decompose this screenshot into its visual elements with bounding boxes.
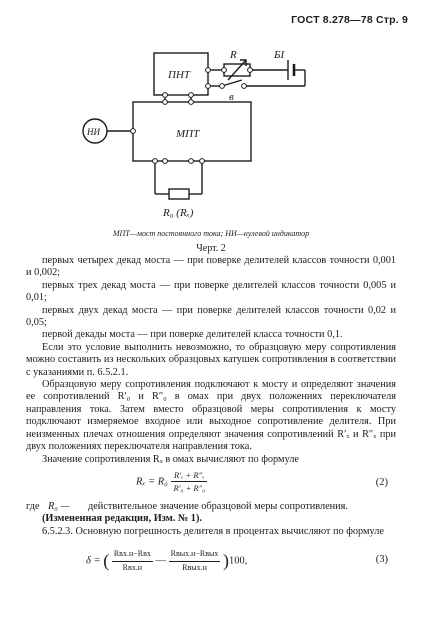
list-item: первой декады моста — при поверке делителей класса точности 0,1. (42, 329, 343, 341)
where-clause (26, 501, 396, 513)
where-definition: действительное значение образцовой меры сопротивления. (88, 500, 348, 512)
body-text (26, 255, 396, 578)
where-symbol: R₀ — (48, 500, 70, 512)
list-item: первых четырех декад моста — при поверке делителей классов точности 0,001 и 0,002; (26, 255, 396, 279)
formula-3-tail: 100, (229, 555, 248, 567)
list-item: первых двух декад моста — при поверке делителей классов точности 0,02 и 0,05; (26, 304, 396, 329)
formula-2-numerator: R′ₓ + R″ₓ (171, 469, 207, 482)
formula-2-denominator: R′₀ + R″₀ (173, 483, 206, 494)
paragraph: Если это условие выполнить невозможно, то образцовую меру сопротивления можно составить из нескольких образцовых катушек сопротивления в соответствии с указаниями п. 6.5.2.1. (26, 341, 396, 378)
formula-3: δ = ( Rвх.н−Rвх Rвх.н — Rвых.н−Rвых Rвых.н )100, (3) (26, 544, 396, 578)
where-prefix: где (26, 500, 40, 512)
formula-3-term1-den: Rвх.н (122, 562, 143, 572)
formula-2-lhs: Rₓ = R₀ (136, 476, 168, 488)
r-label: R (230, 49, 237, 61)
r0-label: R₀ (Rₓ) (163, 207, 194, 219)
figure-label: Черт. 2 (196, 243, 226, 254)
r0-resistor (169, 189, 189, 199)
list-item: первых трех декад моста — при поверке делителей классов точности 0,005 и 0,01; (26, 279, 396, 304)
formula-3-lhs: δ = (86, 555, 101, 567)
paragraph: 6.5.2.3. Основную погрешность делителя в процентах вычисляют по формуле (42, 525, 384, 537)
pnt-label: ПНТ (168, 69, 191, 81)
page-header: ГОСТ 8.278—78 Стр. 9 (291, 14, 408, 26)
b-label: в (229, 91, 234, 103)
amendment-note: (Измененная редакция, Изм. № 1). (42, 513, 202, 525)
mpt-label: МПТ (176, 128, 200, 140)
paragraph: Образцовую меру сопротивления подключают к мосту и определяют значения ее сопротивлений R′₀ и R″₀ в омах при двух положениях переключателя направления тока. Затем вместо образцовой меры сопротивления к мосту подключают измеряемое входное или выходное сопротивление делителя. При неизменных плечах отношения определяют значения сопротивлений R′ₓ и R″ₓ при двух положениях переключателя направления тока. (26, 379, 396, 453)
formula-2 (26, 469, 396, 499)
formula-3-term1-num: Rвх.н−Rвх (112, 548, 153, 561)
formula-3-term2-num: Rвых.н−Rвых (169, 548, 221, 561)
formula-2-number: (2) (375, 476, 388, 488)
formula-3-number: (3) (375, 554, 388, 566)
ni-label: НИ (87, 127, 100, 137)
circuit-diagram (0, 0, 422, 230)
paragraph: Значение сопротивления Rₓ в омах вычисляют по формуле (42, 453, 299, 465)
bi-label: БI (274, 49, 285, 61)
formula-3-term2-den: Rвых.н (182, 562, 207, 572)
figure-caption: МПТ—мост постоянного тока; НИ—нулевой индикатор (112, 229, 310, 238)
